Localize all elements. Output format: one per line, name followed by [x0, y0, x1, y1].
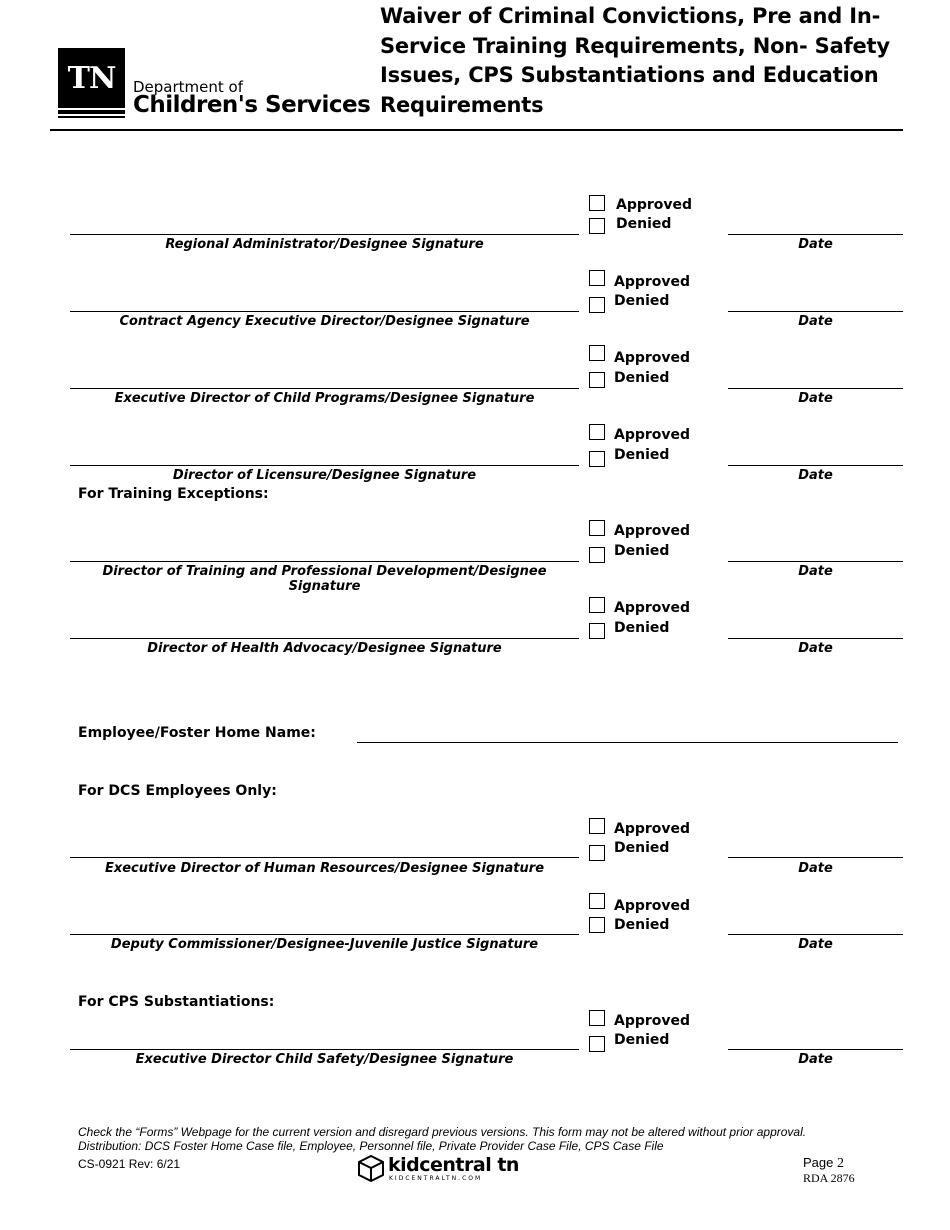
form-id: CS-0921 Rev: 6/21 [78, 1157, 181, 1171]
approved-checkbox[interactable] [589, 818, 605, 834]
page-label: Page [803, 1155, 834, 1170]
tn-logo-mark: TN [58, 48, 125, 108]
title-line: Service Training Requirements, Non- Safety [380, 33, 890, 58]
signature-label: Deputy Commissioner/Designee-Juvenile Justice Signature [110, 937, 539, 952]
date-line[interactable] [728, 561, 903, 562]
denied-checkbox[interactable] [589, 218, 605, 234]
approved-label: Approved [614, 274, 691, 290]
rda-code: RDA 2876 [803, 1171, 855, 1185]
employee-name-label: Employee/Foster Home Name: [78, 725, 316, 741]
signature-label: Executive Director Child Safety/Designee Signature [135, 1052, 514, 1067]
date-line[interactable] [728, 1049, 903, 1050]
department-name: Children's Services [133, 92, 371, 118]
date-line[interactable] [728, 638, 903, 639]
date-label: Date [798, 641, 833, 656]
date-line[interactable] [728, 857, 903, 858]
approved-checkbox[interactable] [589, 424, 605, 440]
logo-underline [58, 110, 125, 114]
denied-checkbox[interactable] [589, 372, 605, 388]
denied-label: Denied [614, 543, 670, 559]
signature-label: Executive Director of Human Resources/Designee Signature [104, 861, 545, 876]
denied-checkbox[interactable] [589, 547, 605, 563]
date-label: Date [798, 937, 833, 952]
approved-label: Approved [614, 821, 691, 837]
signature-line[interactable] [70, 934, 579, 935]
date-line[interactable] [728, 934, 903, 935]
approved-label: Approved [616, 197, 693, 213]
approved-checkbox[interactable] [589, 345, 605, 361]
signature-line[interactable] [70, 561, 579, 562]
denied-label: Denied [616, 216, 672, 232]
signature-line[interactable] [70, 1049, 579, 1050]
approved-label: Approved [614, 427, 691, 443]
kidcentral-url: KIDCENTRALTN.COM [389, 1175, 483, 1182]
department-label: Department of [133, 78, 243, 96]
kidcentral-logo-text: kidcentral tn [388, 1154, 519, 1176]
denied-label: Denied [614, 840, 670, 856]
approved-label: Approved [614, 1013, 691, 1029]
kidcentral-cube-icon [357, 1154, 385, 1182]
forms-notice: Check the “Forms” Webpage for the current version and disregard previous versions. This form may not be altered without prior approval. [78, 1125, 807, 1139]
date-label: Date [798, 237, 833, 252]
denied-label: Denied [614, 447, 670, 463]
date-line[interactable] [728, 311, 903, 312]
denied-checkbox[interactable] [589, 917, 605, 933]
denied-label: Denied [614, 620, 670, 636]
signature-line[interactable] [70, 388, 579, 389]
signature-line[interactable] [70, 465, 579, 466]
approved-label: Approved [614, 898, 691, 914]
denied-checkbox[interactable] [589, 451, 605, 467]
approved-checkbox[interactable] [589, 270, 605, 286]
denied-label: Denied [614, 917, 670, 933]
approved-checkbox[interactable] [589, 893, 605, 909]
header-divider [50, 129, 903, 131]
denied-label: Denied [614, 293, 670, 309]
date-label: Date [798, 468, 833, 483]
date-label: Date [798, 564, 833, 579]
signature-label: Regional Administrator/Designee Signature [165, 237, 484, 252]
page-number [803, 1155, 844, 1172]
signature-label: Contract Agency Executive Director/Designee Signature [119, 314, 530, 329]
signature-label: Executive Director of Child Programs/Designee Signature [114, 391, 535, 406]
distribution-notice: Distribution: DCS Foster Home Case file, Employee, Personnel file, Private Provider Case File, CPS Case File [78, 1139, 664, 1153]
date-label: Date [798, 861, 833, 876]
cps-heading: For CPS Substantiations: [78, 994, 275, 1010]
signature-line[interactable] [70, 234, 579, 235]
date-label: Date [798, 391, 833, 406]
signature-label: Director of Training and Professional Development/Designee Signature [102, 564, 547, 594]
signature-label: Director of Licensure/Designee Signature [172, 468, 477, 483]
denied-label: Denied [614, 1032, 670, 1048]
signature-line[interactable] [70, 638, 579, 639]
date-label: Date [798, 314, 833, 329]
date-line[interactable] [728, 234, 903, 235]
dcs-employees-heading: For DCS Employees Only: [78, 783, 277, 799]
denied-checkbox[interactable] [589, 297, 605, 313]
date-label: Date [798, 1052, 833, 1067]
logo-underline-thin [58, 116, 125, 118]
date-line[interactable] [728, 388, 903, 389]
approved-checkbox[interactable] [589, 520, 605, 536]
signature-line[interactable] [70, 311, 579, 312]
page-number-value: 2 [837, 1156, 844, 1171]
approved-label: Approved [614, 350, 691, 366]
title-line: Issues, CPS Substantiations and Education [380, 63, 879, 87]
denied-label: Denied [614, 370, 670, 386]
approved-checkbox[interactable] [589, 195, 605, 211]
approved-label: Approved [614, 600, 691, 616]
approved-label: Approved [614, 523, 691, 539]
signature-line[interactable] [70, 857, 579, 858]
denied-checkbox[interactable] [589, 623, 605, 639]
title-line: Requirements [380, 92, 544, 117]
signature-label: Director of Health Advocacy/Designee Signature [147, 641, 502, 656]
denied-checkbox[interactable] [589, 845, 605, 861]
approved-checkbox[interactable] [589, 597, 605, 613]
employee-name-field[interactable] [357, 742, 898, 743]
date-line[interactable] [728, 465, 903, 466]
approved-checkbox[interactable] [589, 1010, 605, 1026]
title-line: Waiver of Criminal Convictions, Pre and In- [380, 4, 881, 28]
form-title [380, 2, 900, 120]
denied-checkbox[interactable] [589, 1036, 605, 1052]
training-exceptions-heading: For Training Exceptions: [78, 486, 269, 502]
